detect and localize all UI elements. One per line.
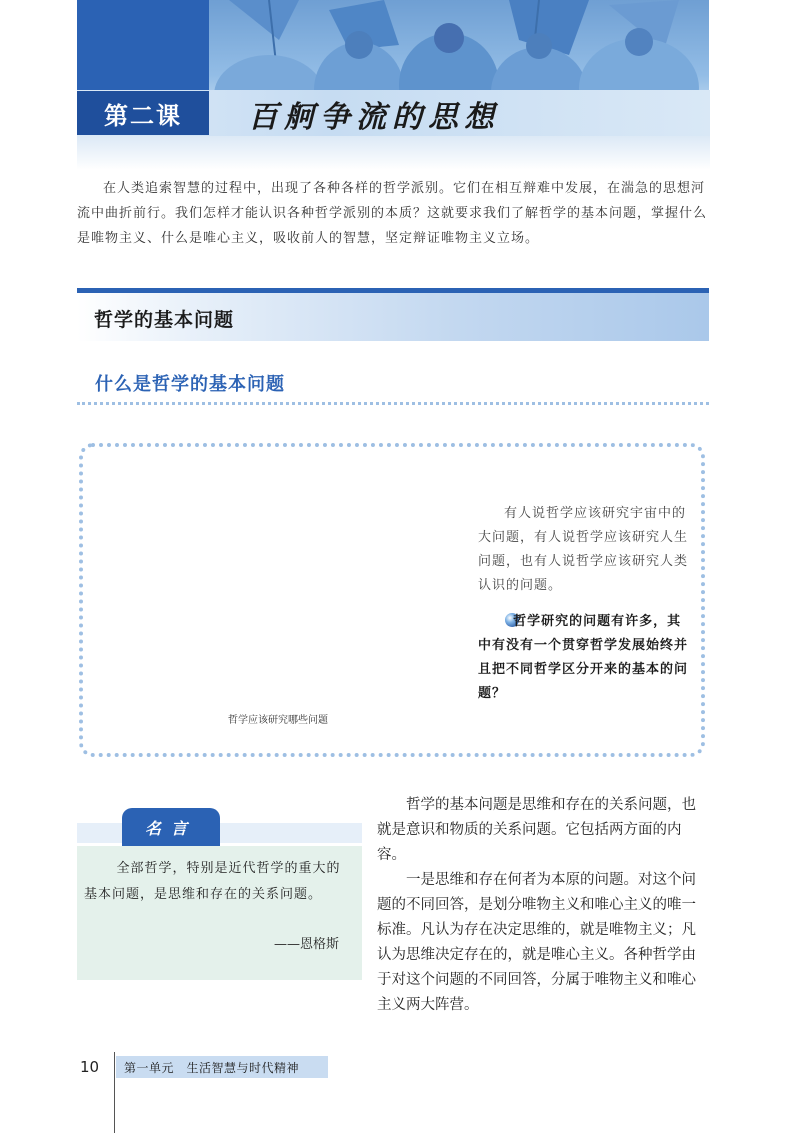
lesson-number: 第二课 xyxy=(77,91,209,135)
lesson-title: 百舸争流的思想 xyxy=(248,100,500,135)
activity-illustration xyxy=(98,468,458,706)
footer-unit-title: 第一单元 生活智慧与时代精神 xyxy=(116,1056,328,1078)
quote-text: 全部哲学，特别是近代哲学的重大的基本问题，是思维和存在的关系问题。 xyxy=(84,861,341,902)
dotted-divider xyxy=(77,402,709,405)
body-paragraph-1: 哲学的基本问题是思维和存在的关系问题，也就是意识和物质的关系问题。它包括两方面的内容。 xyxy=(377,797,696,863)
activity-text: 有人说哲学应该研究宇宙中的大问题，有人说哲学应该研究人生问题，也有人说哲学应该研究人类认识的问题。 xyxy=(478,506,689,593)
body-paragraph-2: 一是思维和存在何者为本原的问题。对这个问题的不同回答，是划分唯物主义和唯心主义的唯一标准。凡认为存在决定思维的，就是唯物主义；凡认为思维决定存在的，就是唯心主义。各种哲学由于对这个问题的不同回答，分属于唯物主义和唯心主义两大阵营。 xyxy=(377,872,696,1013)
intro-paragraph: 在人类追索智慧的过程中，出现了各种各样的哲学派别。它们在相互辩难中发展，在湍急的思想河流中曲折前行。我们怎样才能认识各种哲学派别的本质？这就要求我们了解哲学的基本问题，掌握什么是唯物主义、什么是唯心主义，吸收前人的智慧，坚定辩证唯物主义立场。 xyxy=(77,181,708,246)
section-title: 哲学的基本问题 xyxy=(94,308,235,331)
page-number: 10 xyxy=(80,1058,100,1076)
body-text xyxy=(377,793,709,1018)
illustration-caption: 哲学应该研究哪些问题 xyxy=(228,715,328,726)
footer-divider xyxy=(114,1052,115,1133)
subsection-title: 什么是哲学的基本问题 xyxy=(95,374,285,395)
header-fade xyxy=(77,136,710,170)
activity-illustration-svg xyxy=(98,468,458,706)
activity-question: 哲学研究的问题有许多，其中有没有一个贯穿哲学发展始终并且把不同哲学区分开来的基本的问题？ xyxy=(478,614,689,701)
quote-author: ——恩格斯 xyxy=(273,937,339,952)
header-color-block xyxy=(77,0,209,90)
quote-label: 名言 xyxy=(122,808,220,846)
